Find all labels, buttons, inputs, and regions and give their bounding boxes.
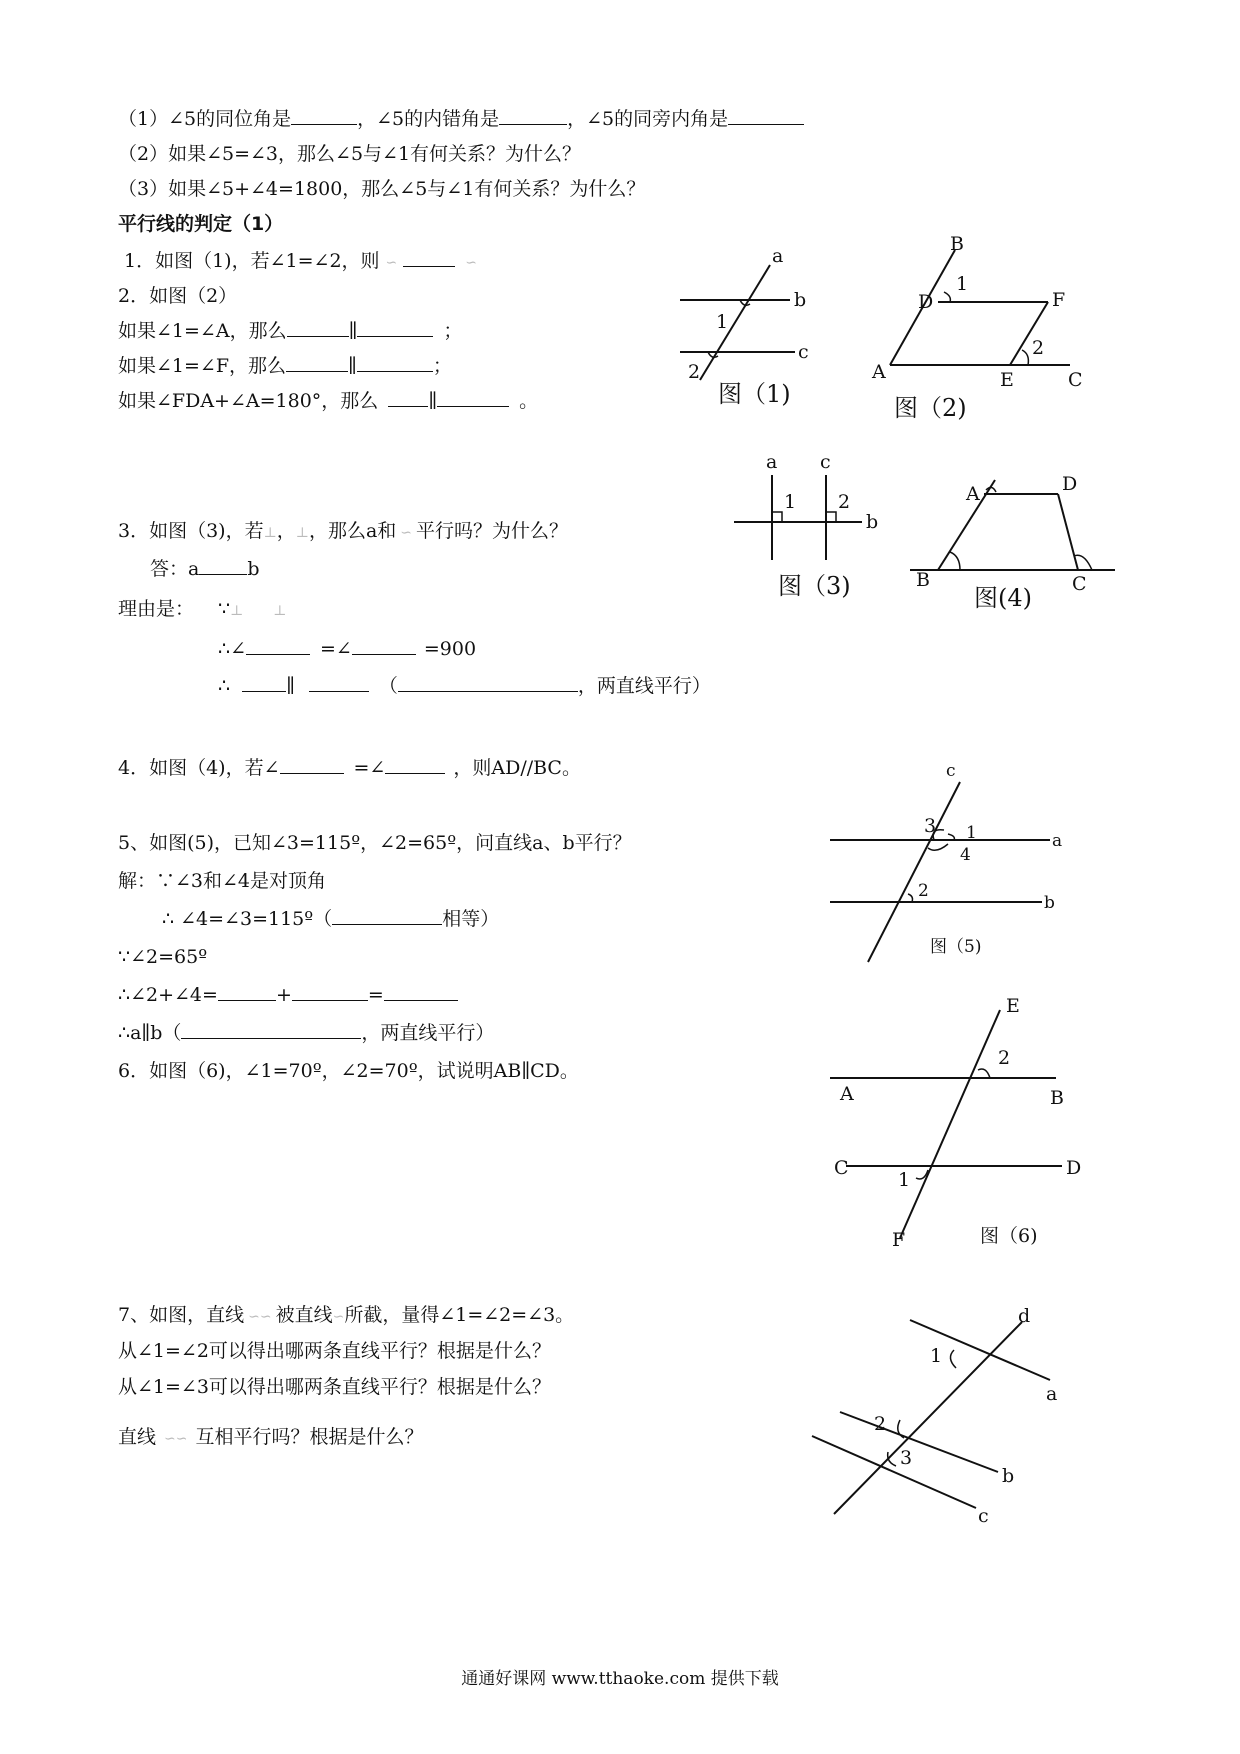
problem-7-line-2: 从∠1=∠3可以得出哪两条直线平行？根据是什么？ bbox=[118, 1376, 551, 1398]
faint-mark: ∽∽ bbox=[248, 1309, 272, 1325]
fig5-caption: 图（5) bbox=[930, 937, 982, 957]
section-title: 平行线的判定（1） bbox=[118, 213, 284, 235]
problem-3-answer: 答：a b bbox=[150, 558, 260, 580]
faint-mark: ∽ bbox=[385, 255, 398, 271]
question-line-1: （1）∠5的同位角是 ，∠5的内错角是 ，∠5的同旁内角是 bbox=[118, 106, 804, 132]
answer-blank[interactable] bbox=[403, 248, 455, 267]
fig2-label: E bbox=[1000, 369, 1014, 391]
fig2-caption: 图（2) bbox=[894, 394, 967, 422]
problem-3-step-2: ∴ ∥ （ ，两直线平行） bbox=[218, 675, 711, 697]
answer-blank[interactable] bbox=[357, 318, 433, 337]
fig7-label: 2 bbox=[874, 1413, 887, 1435]
figure-2 bbox=[860, 230, 1090, 430]
fig3-label: b bbox=[866, 511, 879, 533]
fig5-label: c bbox=[946, 761, 956, 781]
fig7-label: d bbox=[1018, 1305, 1031, 1327]
problem-5-step-2: ∴ ∠4=∠3=115º（ 相等） bbox=[162, 908, 500, 930]
fig6-label: F bbox=[892, 1229, 906, 1251]
fig4-label: D bbox=[1062, 473, 1078, 495]
question-line-3: （3）如果∠5+∠4=1800，那么∠5与∠1有何关系？为什么？ bbox=[118, 178, 646, 200]
answer-blank[interactable] bbox=[286, 353, 348, 372]
fig2-label: 1 bbox=[956, 273, 969, 295]
fig4-label: A bbox=[966, 483, 980, 505]
fig1-caption: 图（1) bbox=[718, 380, 791, 408]
fig7-label: 3 bbox=[900, 1447, 913, 1469]
fig4-label: B bbox=[916, 569, 930, 591]
answer-blank[interactable] bbox=[352, 636, 416, 655]
answer-blank[interactable] bbox=[280, 755, 344, 774]
figure-4 bbox=[900, 470, 1120, 620]
fig2-label: D bbox=[918, 291, 934, 313]
problem-5-step-1: 解：∵∠3和∠4是对顶角 bbox=[118, 870, 327, 892]
problem-1: 1．如图（1)，若∠1=∠2，则 ∽ ∽ bbox=[124, 250, 477, 272]
figure-6 bbox=[820, 990, 1080, 1260]
fig7-label: a bbox=[1046, 1383, 1058, 1405]
fig2-label: 2 bbox=[1032, 337, 1045, 359]
fig3-label: 1 bbox=[784, 491, 797, 513]
fig6-label: D bbox=[1066, 1157, 1082, 1179]
problem-5: 5、如图(5)，已知∠3=115º，∠2=65º，问直线a、b平行？ bbox=[118, 832, 632, 854]
answer-blank[interactable] bbox=[309, 673, 369, 692]
faint-mark: ∽∽ bbox=[164, 1431, 188, 1447]
problem-3-reason: 理由是： ∵⊥ ⊥ bbox=[118, 598, 287, 620]
answer-blank[interactable] bbox=[385, 755, 445, 774]
faint-mark: ∽ bbox=[332, 1309, 345, 1325]
answer-blank[interactable] bbox=[357, 353, 433, 372]
problem-5-step-4: ∴∠2+∠4= + = bbox=[118, 982, 458, 1008]
fig7-label: b bbox=[1002, 1465, 1015, 1487]
problem-2-line-a: 如果∠1=∠A，那么 ∥ ； bbox=[118, 320, 463, 342]
fig1-label: a bbox=[772, 245, 784, 267]
problem-3: 3．如图（3)，若⊥，⊥，那么a和 ∽ 平行吗？为什么？ bbox=[118, 520, 569, 542]
problem-4: 4．如图（4)，若∠ =∠ ，则AD//BC。 bbox=[118, 757, 581, 779]
fig3-caption: 图（3) bbox=[778, 572, 851, 600]
fig6-label: A bbox=[840, 1083, 854, 1105]
answer-blank[interactable] bbox=[287, 318, 349, 337]
fig6-label: 2 bbox=[998, 1047, 1011, 1069]
problem-7: 7、如图，直线 ∽∽ 被直线∽所截，量得∠1=∠2=∠3。 bbox=[118, 1304, 575, 1326]
answer-blank[interactable] bbox=[292, 982, 368, 1001]
footer: 通通好课网 www.tthaoke.com 提供下载 bbox=[461, 1669, 779, 1689]
fig3-label: a bbox=[766, 451, 778, 473]
answer-blank[interactable] bbox=[291, 106, 357, 125]
fig6-label: B bbox=[1050, 1087, 1064, 1109]
fig1-label: c bbox=[798, 341, 809, 363]
answer-blank[interactable] bbox=[199, 556, 247, 575]
answer-blank[interactable] bbox=[218, 982, 276, 1001]
fig5-label: 3 bbox=[924, 815, 937, 837]
fig4-label: C bbox=[1072, 573, 1087, 595]
answer-blank[interactable] bbox=[499, 106, 567, 125]
figure-1 bbox=[660, 245, 820, 420]
faint-mark: ∽ bbox=[400, 525, 413, 541]
figure-7 bbox=[800, 1300, 1090, 1530]
answer-blank[interactable] bbox=[246, 636, 310, 655]
fig6-label: E bbox=[1006, 995, 1020, 1017]
fig2-label: C bbox=[1068, 369, 1083, 391]
fig2-label: B bbox=[950, 233, 964, 255]
problem-5-step-3: ∵∠2=65º bbox=[118, 946, 208, 968]
problem-7-line-1: 从∠1=∠2可以得出哪两条直线平行？根据是什么？ bbox=[118, 1340, 551, 1362]
problem-2-line-b: 如果∠1=∠F，那么 ∥ ； bbox=[118, 355, 452, 377]
answer-blank[interactable] bbox=[388, 388, 428, 407]
fig1-label: 2 bbox=[688, 361, 701, 383]
fig3-label: 2 bbox=[838, 491, 851, 513]
fig4-caption: 图(4) bbox=[974, 584, 1032, 612]
fig7-label: 1 bbox=[930, 1345, 943, 1367]
answer-blank[interactable] bbox=[728, 106, 804, 125]
fig5-label: 4 bbox=[960, 845, 971, 865]
question-line-2: （2）如果∠5=∠3，那么∠5与∠1有何关系？为什么？ bbox=[118, 143, 582, 165]
fig6-label: 1 bbox=[898, 1169, 911, 1191]
fig2-label: A bbox=[872, 361, 886, 383]
problem-2-line-c: 如果∠FDA+∠A=180°，那么 ∥ 。 bbox=[118, 390, 539, 412]
faint-mark: ∽ bbox=[465, 255, 477, 271]
fig1-label: b bbox=[794, 289, 807, 311]
fig6-label: C bbox=[834, 1157, 849, 1179]
fig5-label: b bbox=[1044, 893, 1055, 913]
fig1-label: 1 bbox=[716, 311, 729, 333]
fig7-label: c bbox=[978, 1505, 989, 1527]
fig5-label: a bbox=[1052, 831, 1063, 851]
fig3-label: c bbox=[820, 451, 831, 473]
fig5-label: 1 bbox=[966, 823, 977, 843]
answer-blank[interactable] bbox=[384, 982, 458, 1001]
answer-blank[interactable] bbox=[242, 673, 286, 692]
fig2-label: F bbox=[1052, 289, 1066, 311]
fig6-caption: 图（6) bbox=[980, 1225, 1038, 1247]
fig5-label: 2 bbox=[918, 881, 929, 901]
problem-7-line-3: 直线 ∽∽ 互相平行吗？根据是什么？ bbox=[118, 1426, 424, 1448]
problem-2-title: 2．如图（2） bbox=[118, 285, 238, 307]
problem-6: 6．如图（6)，∠1=70º，∠2=70º，试说明AB∥CD。 bbox=[118, 1060, 579, 1082]
answer-blank[interactable] bbox=[437, 388, 509, 407]
figure-5 bbox=[820, 760, 1070, 970]
problem-5-step-5: ∴a∥b（ ，两直线平行） bbox=[118, 1022, 495, 1044]
answer-blank[interactable] bbox=[332, 906, 442, 925]
figure-3 bbox=[730, 450, 890, 610]
answer-blank[interactable] bbox=[181, 1020, 361, 1039]
problem-3-step-1: ∴∠ =∠ =900 bbox=[218, 638, 477, 660]
answer-blank[interactable] bbox=[398, 673, 578, 692]
